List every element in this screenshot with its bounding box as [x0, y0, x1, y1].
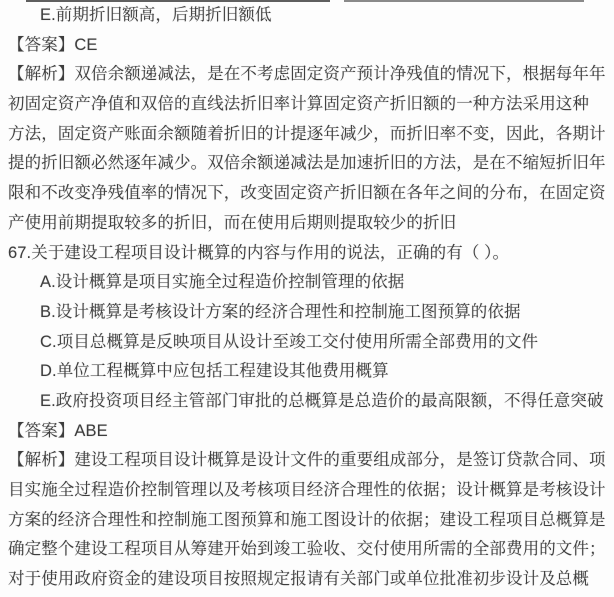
prev-question-analysis-line: 【解析】双倍余额递减法，是在不考虑固定资产预计净残值的情况下，根据每年年: [8, 65, 606, 84]
question-67-option-e: E.政府投资项目经主管部门审批的总概算是总造价的最高限额，不得任意突破: [40, 391, 604, 410]
prev-question-option-e: E.前期折旧额高，后期折旧额低: [40, 6, 272, 24]
question-67-analysis-line: 对于使用政府资金的建设项目按照规定报请有关部门或单位批准初步设计及总概: [8, 570, 589, 589]
prev-question-answer: 【答案】CE: [8, 35, 98, 54]
prev-question-analysis-line: 提的折旧额必然逐年减少。双倍余额递减法是加速折旧的方法，是在不缩短折旧年: [8, 154, 606, 173]
question-67-option-c: C.项目总概算是反映项目从设计至竣工交付使用所需全部费用的文件: [40, 332, 539, 351]
question-67-analysis-line: 方案的经济合理性和控制施工图预算和施工图设计的依据；建设工程项目总概算是: [8, 510, 606, 529]
question-67-analysis-line: 确定整个建设工程项目从筹建开始到竣工验收、交付使用所需的全部费用的文件；: [8, 540, 606, 559]
question-67-option-d: D.单位工程概算中应包括工程建设其他费用概算: [40, 362, 389, 381]
prev-question-analysis-line: 限和不改变净残值率的情况下，改变固定资产折旧额在各年之间的分布，在固定资: [8, 184, 606, 203]
question-67-option-a: A.设计概算是项目实施全过程造价控制管理的依据: [40, 273, 405, 292]
question-67-answer: 【答案】ABE: [8, 421, 108, 440]
prev-question-analysis-line: 产使用前期提取较多的折旧，而在使用后期则提取较少的折旧: [8, 213, 457, 232]
question-67-analysis-line: 目实施全过程造价控制管理以及考核项目经济合理性的依据；设计概算是考核设计: [8, 481, 606, 499]
prev-question-analysis-line: 初固定资产净值和双倍的直线法折旧率计算固定资产折旧额的一种方法采用这种: [8, 95, 589, 114]
question-67-analysis-line: 【解析】建设工程项目设计概算是设计文件的重要组成部分，是签订贷款合同、项: [8, 451, 606, 470]
prev-question-analysis-line: 方法，固定资产账面余额随着折旧的计提逐年减少，而折旧率不变，因此，各期计: [8, 124, 606, 143]
question-67-option-b: B.设计概算是考核设计方案的经济合理性和控制施工图预算的依据: [40, 302, 521, 321]
question-67-stem: 67.关于建设工程项目设计概算的内容与作用的说法，正确的有（ ）。: [8, 243, 510, 262]
